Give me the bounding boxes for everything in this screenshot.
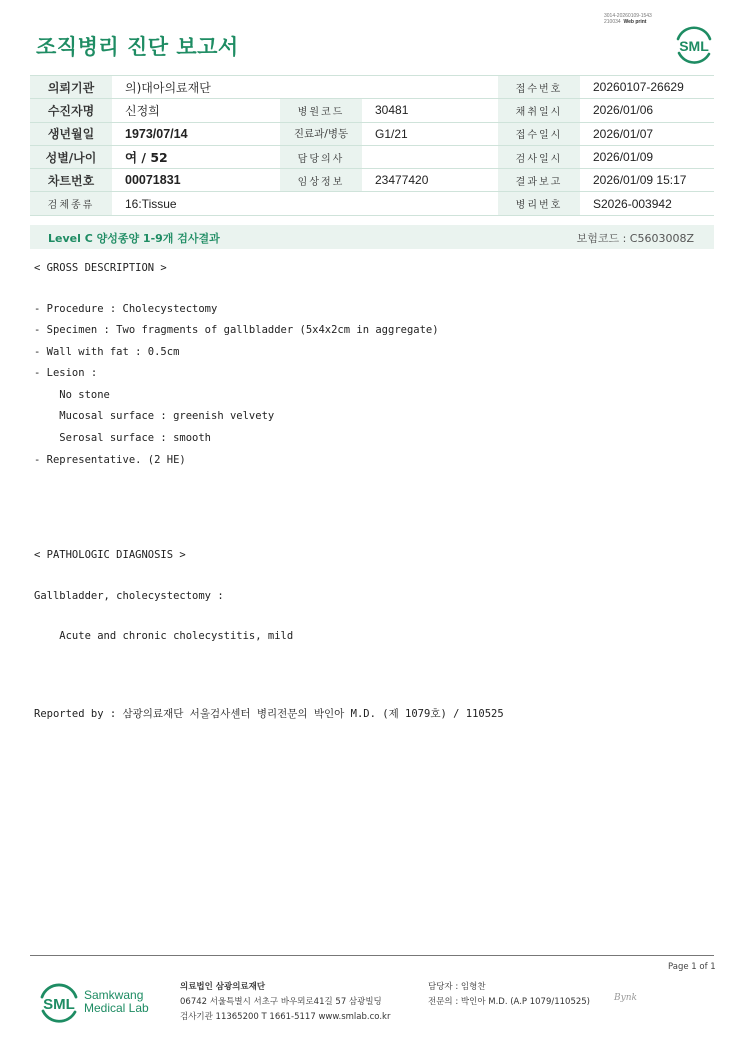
label-receipt-date: 접수일시 <box>498 122 580 145</box>
label-patient-name: 수진자명 <box>30 99 112 122</box>
sml-logo-icon <box>672 24 716 66</box>
clinical-info: 23477420 <box>362 169 498 192</box>
print-code-line2: 210034 <box>604 19 621 25</box>
insurance-code: 보험코드 : C5603008Z <box>576 232 694 245</box>
label-sex-age: 성별/나이 <box>30 145 112 168</box>
print-code <box>604 13 652 25</box>
staff-specialist: 전문의 : 박인아 M.D. (A.P 1079/110525) <box>428 997 590 1007</box>
label-attending-doctor: 담당의사 <box>280 145 362 168</box>
gross-line: - Specimen : Two fragments of gallbladder (5x4x2cm in aggregate) <box>34 324 439 336</box>
web-print-label: Web print <box>623 19 647 25</box>
label-hospital-code: 병원코드 <box>280 99 362 122</box>
reported-by: Reported by : 삼광의료재단 서울검사센터 병리전문의 박인아 M.D. (제 1079호) / 110525 <box>34 708 504 720</box>
test-summary-bar <box>30 225 714 249</box>
label-collection-date: 채취일시 <box>498 99 580 122</box>
label-receipt-number: 접수번호 <box>498 76 580 99</box>
label-result-report: 결과보고 <box>498 169 580 192</box>
sml-logo-icon <box>36 981 82 1025</box>
collection-date: 2026/01/06 <box>580 99 714 122</box>
org-name: 의료법인 삼광의료재단 <box>180 982 266 992</box>
label-requesting-institution: 의뢰기관 <box>30 76 112 99</box>
signature: Bynk <box>614 993 637 1003</box>
table-row <box>30 76 714 99</box>
gross-line: - Lesion : <box>34 367 98 379</box>
footer-divider <box>30 955 714 956</box>
gross-line: - Procedure : Cholecystectomy <box>34 303 218 315</box>
label-chart-number: 차트번호 <box>30 169 112 192</box>
gross-line: No stone <box>34 389 110 401</box>
table-row <box>30 192 714 215</box>
lab-name: Samkwang Medical Lab <box>84 988 149 1015</box>
birth-date: 1973/07/14 <box>112 122 280 145</box>
label-pathology-number: 병리번호 <box>498 192 580 215</box>
staff-in-charge: 담당자 : 임형찬 <box>428 982 486 992</box>
receipt-date: 2026/01/07 <box>580 122 714 145</box>
label-clinical-info: 임상정보 <box>280 169 362 192</box>
label-test-date: 검사일시 <box>498 145 580 168</box>
diagnosis-result: Acute and chronic cholecystitis, mild <box>34 630 294 642</box>
chart-number: 00071831 <box>112 169 280 192</box>
table-row <box>30 99 714 122</box>
test-date: 2026/01/09 <box>580 145 714 168</box>
requesting-institution: 의)대아의료재단 <box>112 76 498 99</box>
print-code-line1: 3014-20260109-1543 <box>604 13 652 19</box>
table-row <box>30 169 714 192</box>
test-level: Level C 양성종양 1-9개 검사결과 <box>48 232 220 245</box>
footer-organization <box>180 980 390 1025</box>
table-row <box>30 122 714 145</box>
receipt-number: 20260107-26629 <box>580 76 714 99</box>
svg-text:SML: SML <box>679 38 709 54</box>
result-report-date: 2026/01/09 15:17 <box>580 169 714 192</box>
pathologic-diagnosis-header: < PATHOLOGIC DIAGNOSIS > <box>34 549 186 561</box>
diagnosis-organ: Gallbladder, cholecystectomy : <box>34 590 224 602</box>
org-contact: 검사기관 11365200 T 1661-5117 www.smlab.co.kr <box>180 1012 391 1022</box>
patient-name: 신정희 <box>112 99 280 122</box>
page-number: Page 1 of 1 <box>668 962 716 972</box>
footer-staff <box>428 980 590 1010</box>
specimen-type: 16:Tissue <box>112 192 498 215</box>
org-address: 06742 서울특별시 서초구 바우뫼로41길 57 삼광빌딩 <box>180 997 382 1007</box>
pathology-number: S2026-003942 <box>580 192 714 215</box>
hospital-code: 30481 <box>362 99 498 122</box>
table-row <box>30 145 714 168</box>
attending-doctor <box>362 145 498 168</box>
report-title: 조직병리 진단 보고서 <box>36 35 239 59</box>
gross-line: Serosal surface : smooth <box>34 432 212 444</box>
svg-text:SML: SML <box>43 996 75 1013</box>
label-department: 진료과/병동 <box>280 122 362 145</box>
patient-info-table <box>30 75 714 216</box>
gross-line: Mucosal surface : greenish velvety <box>34 410 275 422</box>
gross-line: - Representative. (2 HE) <box>34 454 186 466</box>
label-birth-date: 생년월일 <box>30 122 112 145</box>
sex-age: 여 / 52 <box>112 145 280 168</box>
gross-description-header: < GROSS DESCRIPTION > <box>34 262 167 274</box>
department: G1/21 <box>362 122 498 145</box>
label-specimen-type: 검체종류 <box>30 192 112 215</box>
gross-line: - Wall with fat : 0.5cm <box>34 346 180 358</box>
